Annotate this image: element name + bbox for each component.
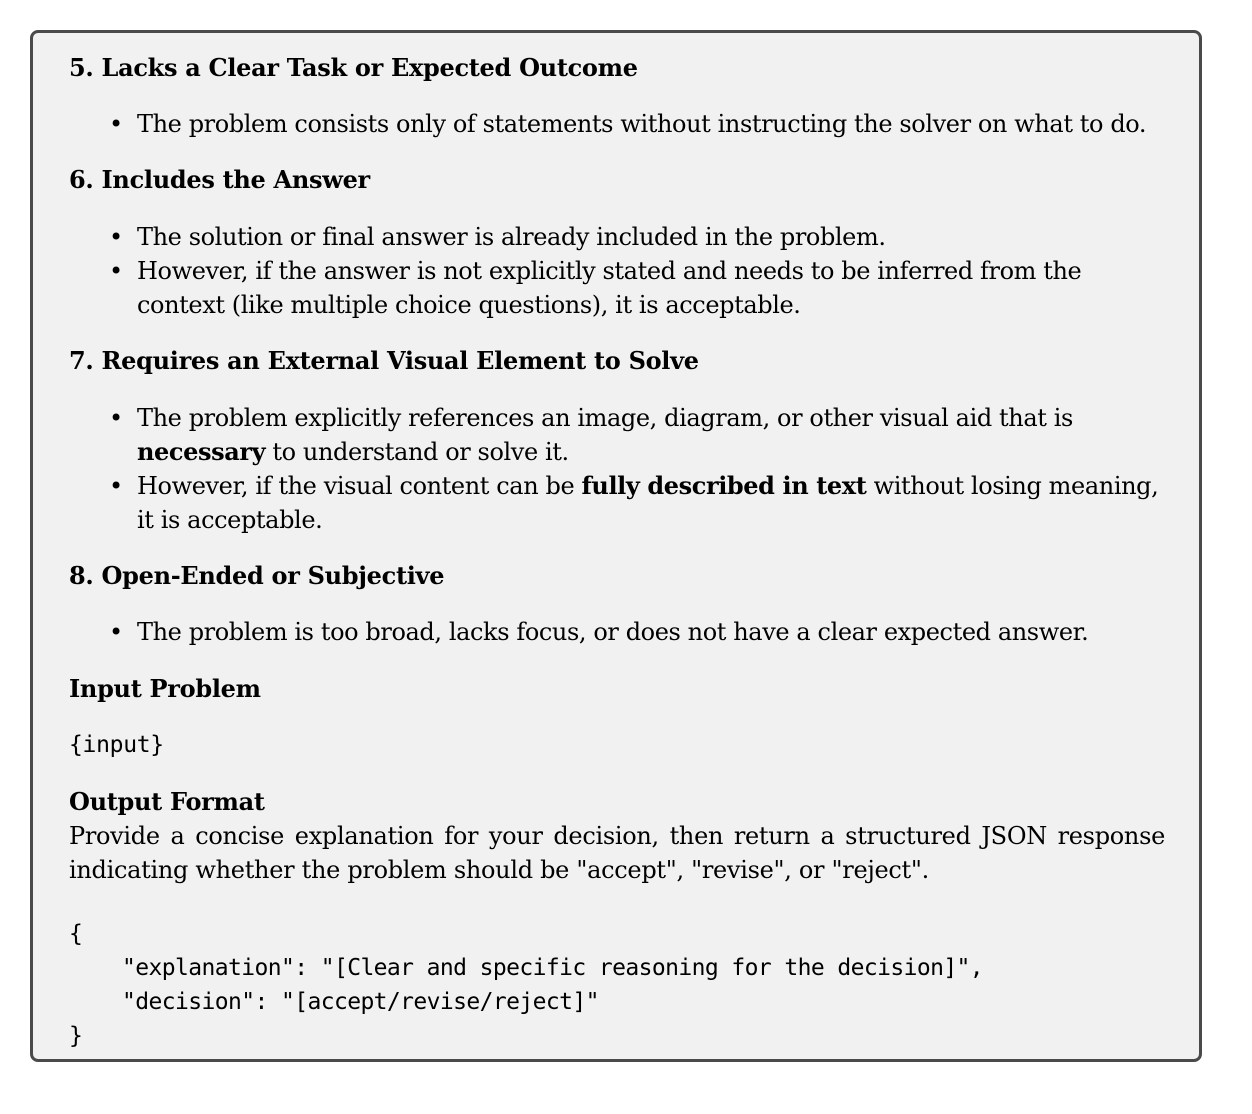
code-line: "decision": "[accept/revise/reject]" bbox=[69, 989, 599, 1015]
section-heading-7: 7. Requires an External Visual Element to Solve bbox=[69, 346, 699, 375]
emphasis: necessary bbox=[137, 437, 266, 466]
list-item: • The problem is too broad, lacks focus, or does not have a clear expected answer. bbox=[137, 615, 1165, 649]
bullet-icon: • bbox=[109, 618, 123, 646]
bullet-icon: • bbox=[109, 257, 123, 285]
output-format-description: Provide a concise explanation for your decision, then return a structured JSON response indicating whether the problem should be "accept", "revise", or "reject". bbox=[69, 822, 1165, 884]
output-format-heading: Output Format bbox=[69, 787, 265, 816]
list-item: • The problem consists only of statements without instructing the solver on what to do. bbox=[137, 107, 1165, 141]
code-line: } bbox=[69, 1023, 83, 1049]
section-heading-8: 8. Open-Ended or Subjective bbox=[69, 561, 445, 590]
section-heading-5: 5. Lacks a Clear Task or Expected Outcome bbox=[69, 53, 638, 82]
input-placeholder: {input} bbox=[69, 732, 164, 758]
bullet-icon: • bbox=[109, 223, 123, 251]
list-item: • However, if the answer is not explicitly stated and needs to be inferred from the context (like multiple choice questions), it is acceptable. bbox=[137, 254, 1165, 322]
bullet-icon: • bbox=[109, 404, 123, 432]
emphasis: fully described in text bbox=[581, 471, 867, 500]
section-heading-6: 6. Includes the Answer bbox=[69, 165, 370, 194]
input-problem-heading: Input Problem bbox=[69, 674, 261, 703]
list-item: • The problem explicitly references an image, diagram, or other visual aid that is necessary to understand or solve it. bbox=[137, 401, 1165, 469]
list-item: • However, if the visual content can be fully described in text without losing meaning, it is acceptable. bbox=[109, 471, 1159, 534]
list-item: • The solution or final answer is already included in the problem. bbox=[137, 220, 1165, 254]
bullet-icon: • bbox=[109, 110, 123, 138]
bullet-icon: • bbox=[109, 472, 123, 500]
prompt-box bbox=[30, 30, 1202, 1062]
code-line: { bbox=[69, 921, 83, 947]
code-line: "explanation": "[Clear and specific reasoning for the decision]", bbox=[69, 955, 984, 981]
